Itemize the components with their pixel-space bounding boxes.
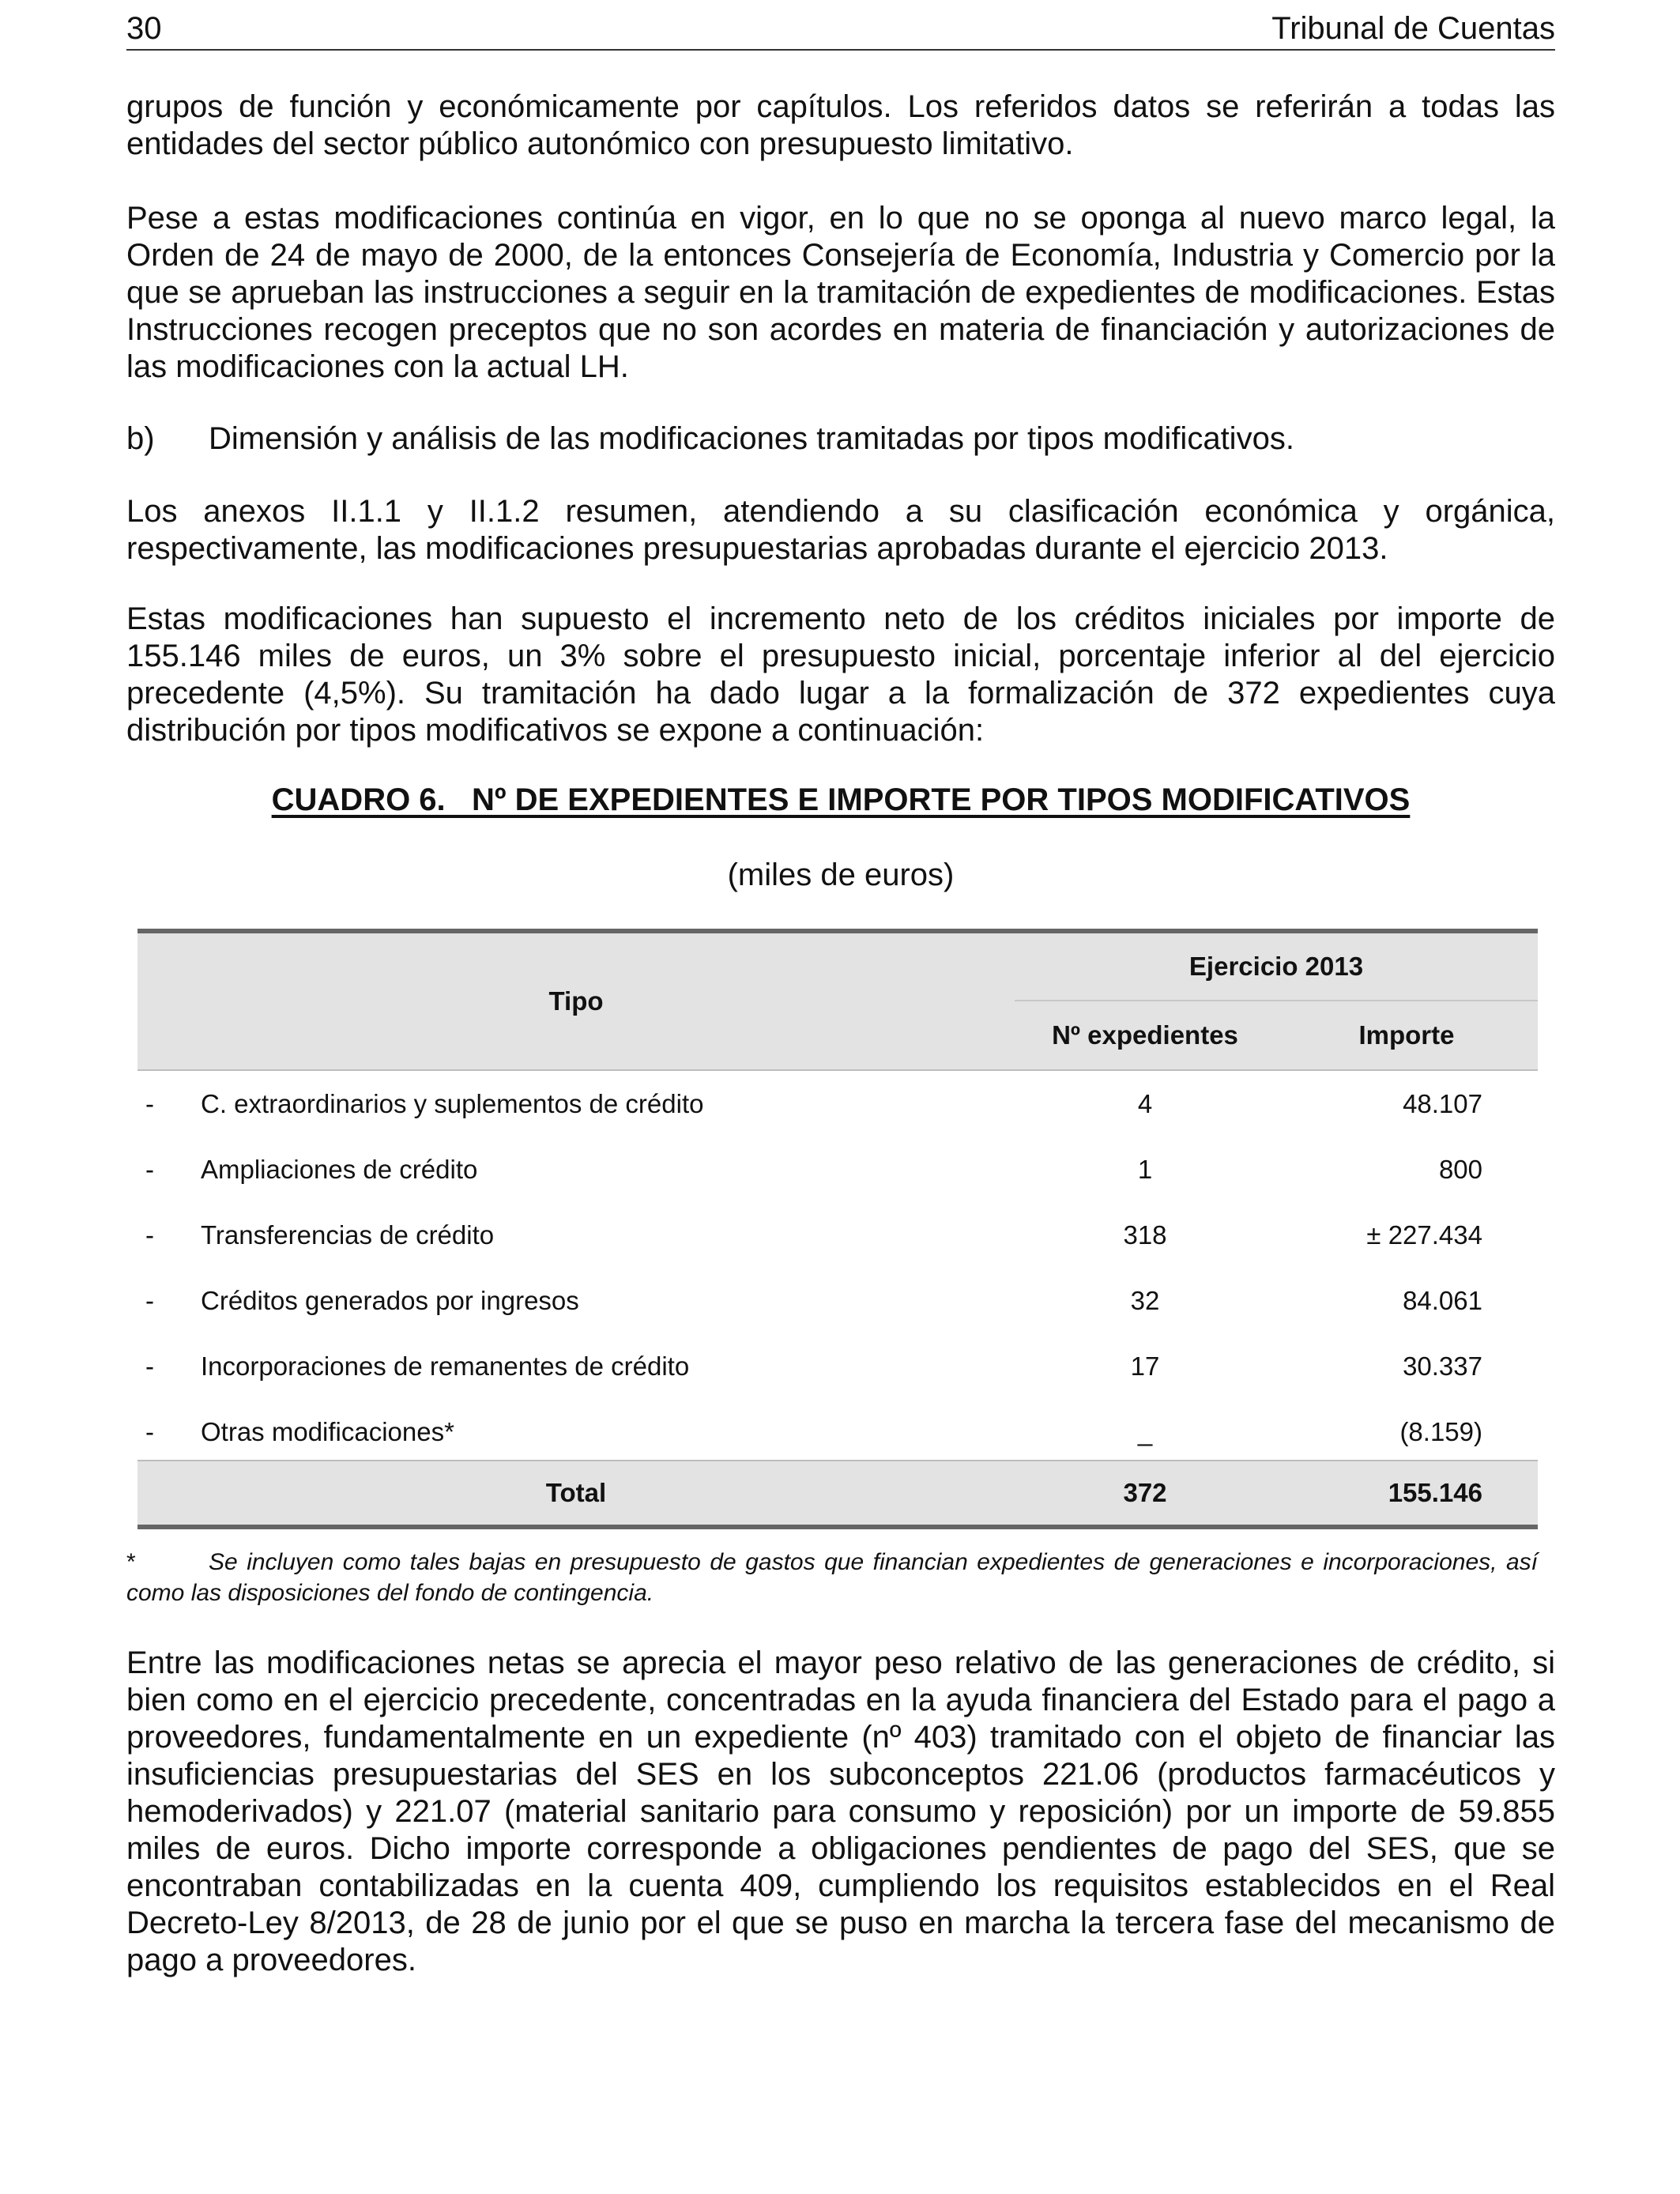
footnote-marker: * [126,1549,136,1575]
row-importe: (8.159) [1399,1416,1482,1446]
header-tipo: Tipo [548,986,604,1016]
footnote-text: Se incluyen como tales bajas en presupuesto de gastos que financian expedientes de generaciones e incorporaciones, así como las disposiciones del fondo de contingencia. [126,1549,1538,1606]
row-dash: - [145,1285,154,1315]
total-importe: 155.146 [1388,1478,1482,1507]
page-header [126,5,1555,51]
paragraph-4: Estas modificaciones han supuesto el incremento neto de los créditos iniciales por importe de 155.146 miles de euros, un 3% sobre el presupuesto inicial, porcentaje inferior al del ejercicio precedente (4,5%). Su tramitación ha dado lugar a la formalización de 372 expedientes cuya distribución por tipos modificativos se expone a continuación: [126,601,1555,748]
paragraph-5: Entre las modificaciones netas se aprecia el mayor peso relativo de las generaciones de crédito, si bien como en el ejercicio precedente, concentradas en la ayuda financiera del Estado para el pago a proveedores, fundamentalmente en un expediente (nº 403) tramitado con el objeto de financiar las insuficiencias presupuestarias del SES en los subconceptos 221.06 (productos farmacéuticos y hemoderivados) y 221.07 (material sanitario para consumo y reposición) por un importe de 59.855 miles de euros. Dicho importe corresponde a obligaciones pendientes de pago del SES, que se encontraban contabilizadas en la cuenta 409, cumpliendo los requisitos establecidos en el Real Decreto-Ley 8/2013, de 28 de junio por el que se puso en marcha la tercera fase del mecanismo de pago a proveedores. [126,1646,1555,1977]
row-expedientes: 318 [1123,1220,1167,1250]
row-label: Incorporaciones de remanentes de crédito [201,1351,690,1381]
row-expedientes: 1 [1137,1154,1153,1184]
header-expedientes: Nº expedientes [1052,1020,1238,1050]
organization-name: Tribunal de Cuentas [1271,11,1555,46]
table-title [126,782,1555,818]
table-header [137,933,1538,1069]
table-footnote [126,1547,1538,1608]
row-expedientes: 4 [1137,1088,1153,1118]
paragraph-1: grupos de función y económicamente por capítulos. Los referidos datos se referirán a todas las entidades del sector público autonómico con presupuesto limitativo. [126,89,1555,161]
row-importe: 48.107 [1403,1088,1482,1118]
total-expedientes: 372 [1123,1478,1167,1507]
table-row [137,1399,1538,1465]
row-importe: 30.337 [1403,1351,1482,1381]
paragraph-3: Los anexos II.1.1 y II.1.2 resumen, atendiendo a su clasificación económica y orgánica, respectivamente, las modificaciones presupuestarias aprobadas durante el ejercicio 2013. [126,494,1555,566]
table-units: (miles de euros) [727,858,955,892]
total-label: Total [545,1478,607,1507]
table-row [137,1202,1538,1268]
table-row [137,1333,1538,1399]
row-label: Transferencias de crédito [201,1220,495,1250]
table-row [137,1137,1538,1202]
row-dash: - [145,1088,154,1118]
row-expedientes: _ [1137,1416,1153,1446]
row-expedientes: 32 [1130,1285,1160,1315]
row-importe: 800 [1438,1154,1482,1184]
row-dash: - [145,1220,154,1250]
section-title: Dimensión y análisis de las modificaciones tramitadas por tipos modificativos. [209,421,1294,456]
row-dash: - [145,1154,154,1184]
header-importe: Importe [1358,1020,1455,1050]
row-importe: 84.061 [1403,1285,1482,1315]
row-label: C. extraordinarios y suplementos de crédito [201,1088,704,1118]
row-expedientes: 17 [1130,1351,1160,1381]
row-dash: - [145,1416,154,1446]
table-row [137,1268,1538,1333]
row-label: Ampliaciones de crédito [201,1154,478,1184]
table-bottom-rule [137,1525,1538,1529]
row-label: Otras modificaciones* [201,1416,454,1446]
header-ejercicio: Ejercicio 2013 [1015,933,1538,1001]
row-dash: - [145,1351,154,1381]
table-body [137,1071,1538,1465]
row-importe: ± 227.434 [1366,1220,1482,1250]
row-label: Créditos generados por ingresos [201,1285,579,1315]
table-row [137,1071,1538,1137]
section-letter: b) [126,421,155,456]
paragraph-2: Pese a estas modificaciones continúa en vigor, en lo que no se oponga al nuevo marco legal, la Orden de 24 de mayo de 2000, de la entonces Consejería de Economía, Industria y Comercio por la que se aprueban las instrucciones a seguir en la tramitación de expedientes de modificaciones. Estas Instrucciones recogen preceptos que no son acordes en materia de financiación y autorizaciones de las modificaciones con la actual LH. [126,201,1555,384]
table-title-text: CUADRO 6. Nº DE EXPEDIENTES E IMPORTE POR TIPOS MODIFICATIVOS [271,782,1411,817]
table-total-row [137,1461,1538,1525]
page-number: 30 [126,11,162,46]
